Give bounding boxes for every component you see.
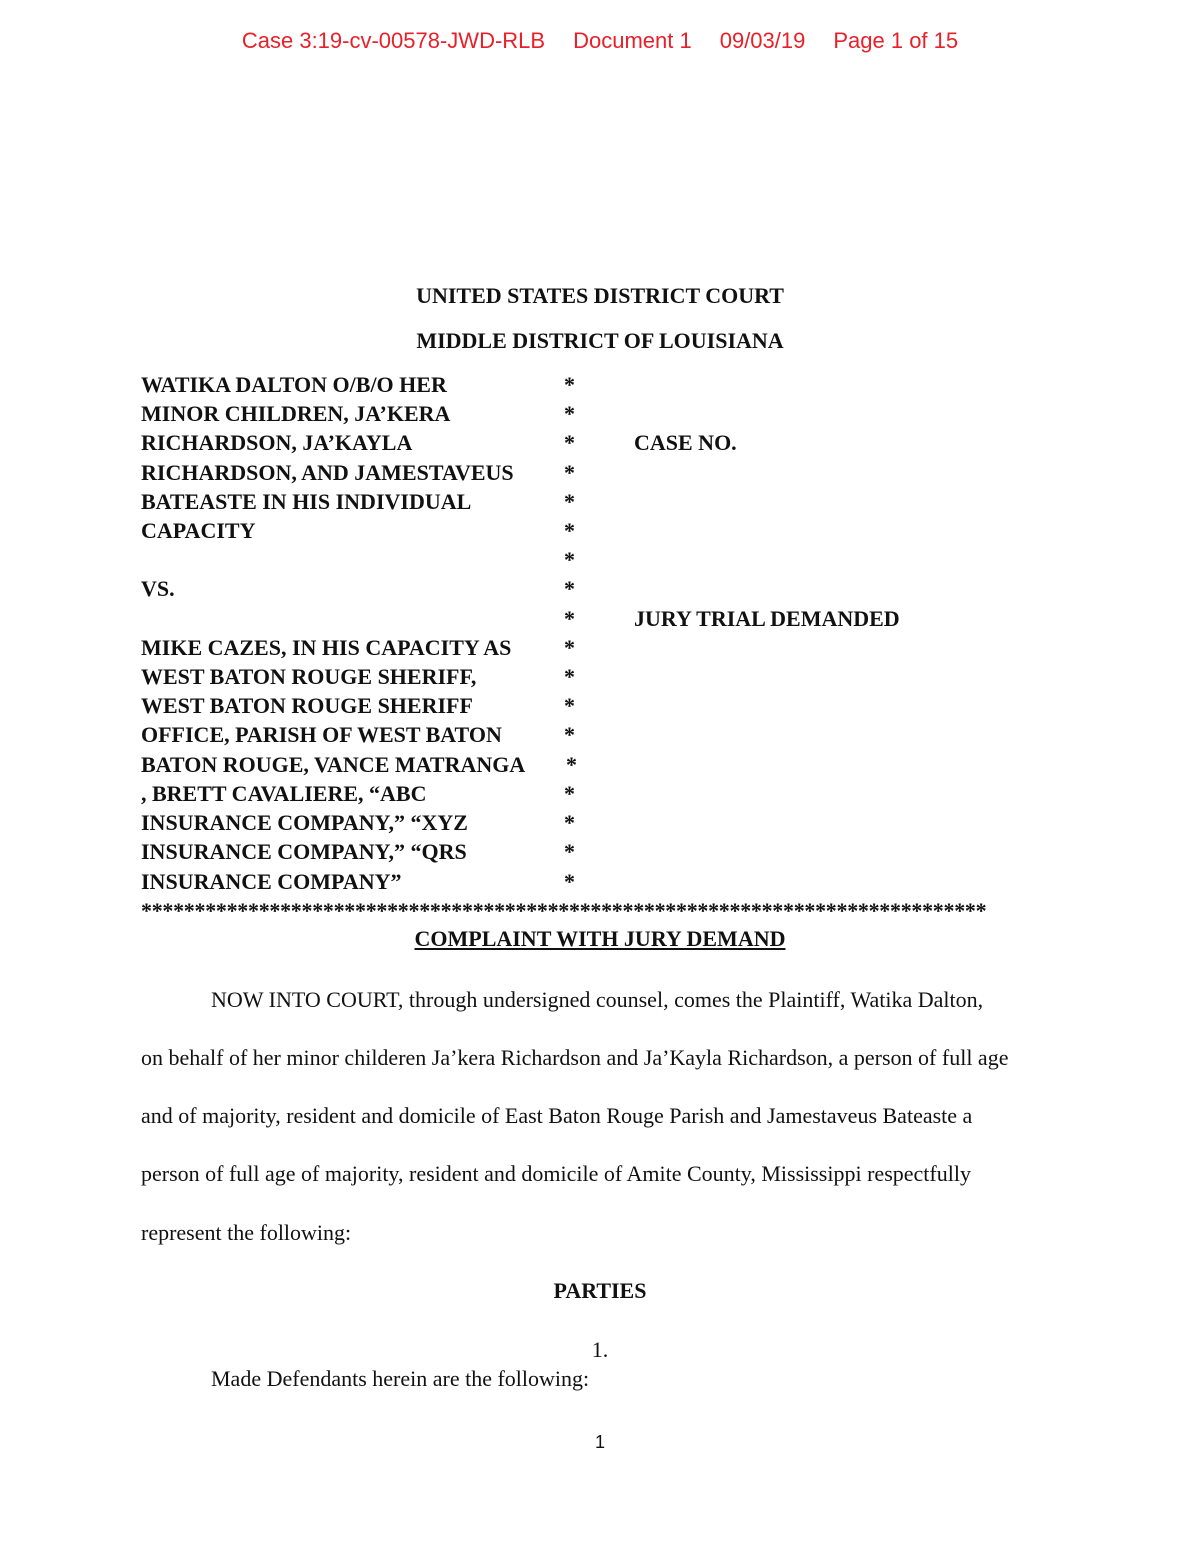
court-district: MIDDLE DISTRICT OF LOUISIANA — [416, 328, 784, 353]
caption-star: * — [564, 489, 575, 514]
versus-label: VS. — [141, 576, 175, 601]
caption-star: * — [564, 547, 575, 572]
caption-star: * — [564, 635, 575, 660]
caption-star: * — [564, 606, 575, 631]
case-number: Case 3:19-cv-00578-JWD-RLB — [241, 28, 546, 53]
intro-line: on behalf of her minor childeren Ja’kera Richardson and Ja’Kayla Richardson, a person of full age — [141, 1045, 1009, 1070]
intro-line: represent the following: — [141, 1220, 352, 1245]
caption-star: * — [564, 430, 575, 455]
asterisk-divider: ******************************************************************************* — [141, 898, 987, 923]
jury-trial-label: JURY TRIAL DEMANDED — [634, 606, 900, 631]
caption-star: * — [564, 781, 575, 806]
caption-party-text: MINOR CHILDREN, JA’KERA — [141, 401, 451, 426]
caption-star: * — [564, 576, 575, 601]
caption-party-text: BATEASTE IN HIS INDIVIDUAL — [141, 489, 472, 514]
paragraph-text: Made Defendants herein are the following: — [211, 1366, 590, 1391]
section-heading-parties: PARTIES — [553, 1278, 647, 1303]
page-count: Page 1 of 15 — [833, 28, 959, 53]
caption-party-text: , BRETT CAVALIERE, “ABC — [141, 781, 427, 806]
caption-star: * — [564, 810, 575, 835]
case-no-label: CASE NO. — [634, 430, 737, 455]
intro-line: and of majority, resident and domicile of East Baton Rouge Parish and Jamestaveus Bateaste a — [141, 1103, 973, 1128]
caption-party-text: WATIKA DALTON O/B/O HER — [141, 372, 447, 397]
caption-star: * — [564, 664, 575, 689]
caption-star: * — [564, 693, 575, 718]
caption-star: * — [564, 372, 575, 397]
filed-date: 09/03/19 — [719, 28, 806, 53]
caption-star: * — [564, 460, 575, 485]
paragraph-number: 1. — [591, 1337, 609, 1362]
intro-line: NOW INTO COURT, through undersigned counsel, comes the Plaintiff, Watika Dalton, — [211, 987, 984, 1012]
caption-star: * — [564, 839, 575, 864]
page-number: 1 — [594, 1432, 605, 1452]
caption-party-text: RICHARDSON, AND JAMESTAVEUS — [141, 460, 514, 485]
intro-line: person of full age of majority, resident and domicile of Amite County, Mississippi respectfully — [141, 1161, 971, 1186]
complaint-title-text: COMPLAINT WITH JURY DEMAND — [414, 926, 786, 951]
caption-party-text: OFFICE, PARISH OF WEST BATON — [141, 722, 502, 747]
caption-star: * — [564, 401, 575, 426]
caption-party-text: BATON ROUGE, VANCE MATRANGA — [141, 752, 526, 777]
document-number: Document 1 — [573, 28, 692, 53]
caption-party-text: CAPACITY — [141, 518, 256, 543]
caption-party-text: WEST BATON ROUGE SHERIFF — [141, 693, 473, 718]
caption-party-text: INSURANCE COMPANY,” “QRS — [141, 839, 467, 864]
caption-party-text: MIKE CAZES, IN HIS CAPACITY AS — [141, 635, 512, 660]
caption-party-text: INSURANCE COMPANY” — [141, 869, 402, 894]
caption-star: * — [564, 518, 575, 543]
complaint-title — [0, 926, 1200, 952]
caption-star: * — [564, 869, 575, 894]
court-name: UNITED STATES DISTRICT COURT — [416, 283, 784, 308]
caption-star: * — [566, 752, 577, 777]
caption-party-text: INSURANCE COMPANY,” “XYZ — [141, 810, 468, 835]
caption-star: * — [564, 722, 575, 747]
caption-party-text: RICHARDSON, JA’KAYLA — [141, 430, 413, 455]
caption-party-text: WEST BATON ROUGE SHERIFF, — [141, 664, 477, 689]
ecf-header-stamp — [0, 28, 1200, 54]
